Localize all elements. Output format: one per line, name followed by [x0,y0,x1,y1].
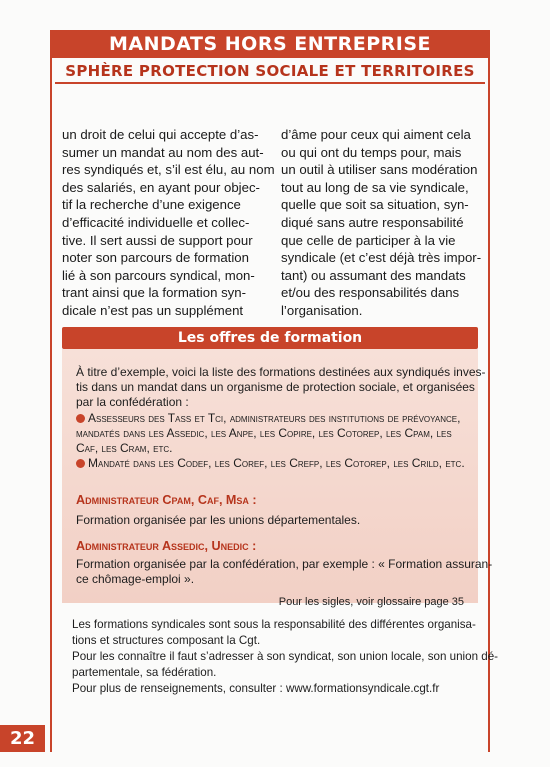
text-line: ou qui ont du temps pour, mais [281,144,462,160]
page-number: 22 [9,728,36,749]
header-band [50,30,490,58]
intro-line: À titre d’exemple, voici la liste des formations destinées aux syndiqués inves- [76,365,486,379]
text-line: trant ainsi que la formation syn- [62,285,246,301]
subtitle-wrap [50,62,490,84]
bullet-dot-icon [76,459,85,468]
admin-heading: Administrateur Cpam, Caf, Msa : [76,493,257,508]
text-line: partementale, sa fédération. [72,666,217,679]
admin-text: ce chômage-emploi ». [76,572,195,587]
text-line: des salariés, en ayant pour objec- [62,179,260,195]
offres-header [62,327,478,349]
text-line: res syndiqués et, s’il est élu, au nom [62,162,275,178]
text-line: dicale n’est pas un supplément [62,302,244,318]
text-line: noter son parcours de formation [62,250,249,266]
text-line: un droit de celui qui accepte d’as- [62,127,259,142]
text-line: et/ou des responsabilités dans [281,285,460,301]
page-title: MANDATS HORS ENTREPRISE [109,33,431,55]
text-line: sumer un mandat au nom des aut- [62,144,264,160]
text-line: syndicale (et c’est déjà très impor- [281,250,482,266]
admin-text: Formation organisée par les unions départementales. [76,512,361,527]
text-line: quelle que soit sa situation, syn- [281,197,469,213]
intro-line: par la confédération : [76,395,189,410]
text-line: Pour plus de renseignements, consulter : www.formationsyndicale.cgt.fr [72,682,440,695]
glossaire-note: Pour les sigles, voir glossaire page 35 [278,596,464,609]
column-left [62,126,275,320]
text-line: un outil à utiliser sans modération [281,162,478,178]
column-right [281,126,480,320]
bottom-text [72,617,498,697]
bullet-dot-icon [76,414,85,423]
text-line: lié à son parcours syndical, mon- [62,267,255,283]
text-line: tant) ou assumant des mandats [281,267,466,283]
text-line: Pour les connaître il faut s’adresser à son syndicat, son union locale, son union dé- [72,650,498,663]
text-line: tions et structures composant la Cgt. [72,634,261,647]
bullet-item-cont: mandatés dans les Assedic, les Anpe, les Copire, les Cotorep, les Cpam, les [76,425,452,440]
text-line: que celle de participer à la vie [281,232,456,248]
text-line: d’efficacité individuelle et collec- [62,214,250,230]
text-line: tive. Il sert aussi de support pour [62,232,253,248]
admin-heading: Administrateur Assedic, Unedic : [76,538,257,553]
two-column-text [62,126,480,320]
bullet-item: Mandaté dans les Codef, les Coref, les Crefp, les Cotorep, les Crild, etc. [76,456,464,471]
text-line: tout au long de sa vie syndicale, [281,179,469,195]
text-line: diqué sans autre responsabilité [281,214,464,230]
page-number-box [0,725,45,752]
admin-text: Formation organisée par la confédération, par exemple : « Formation assuran- [76,557,493,572]
bullet-item-cont: Caf, les Cram, etc. [76,441,173,456]
page-subtitle: SPHÈRE PROTECTION SOCIALE ET TERRITOIRES [55,62,485,84]
text-line: tif la recherche d’une exigence [62,197,241,213]
text-line: l’organisation. [281,302,363,318]
offres-title: Les offres de formation [177,330,363,346]
bullet-item: Assesseurs des Tass et Tci, administrateurs des institutions de prévoyance, [76,411,464,426]
intro-line: tis dans un mandat dans un organisme de protection sociale, et organisées [76,380,475,395]
offres-box [62,349,493,609]
text-line: Les formations syndicales sont sous la responsabilité des différentes organisa- [72,618,476,631]
text-line: d’âme pour ceux qui aiment cela [281,127,471,142]
